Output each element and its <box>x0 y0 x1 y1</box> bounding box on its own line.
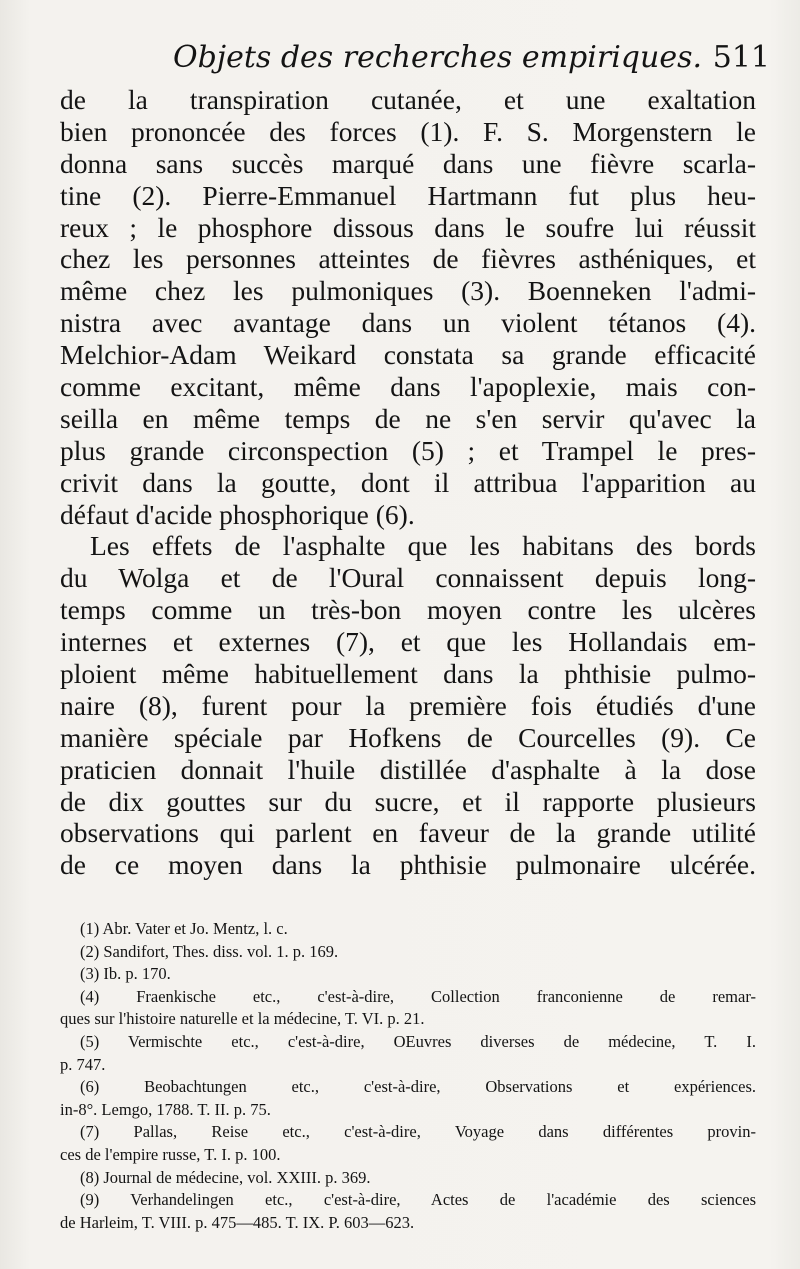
footnote-line: in-8°. Lemgo, 1788. T. II. p. 75. <box>60 1099 271 1119</box>
footnote-line: ques sur l'histoire naturelle et la médecine, T. VI. p. 21. <box>60 1009 425 1029</box>
footnote-line: (6) Beobachtungen etc., c'est-à-dire, Observations et expériences. <box>80 1077 756 1097</box>
text-line: bien prononcée des forces (1). F. S. Morgenstern le <box>60 115 756 147</box>
text-line: tine (2). Pierre-Emmanuel Hartmann fut plus heu- <box>60 179 756 211</box>
text-line: temps comme un très-bon moyen contre les ulcères <box>60 594 756 626</box>
footnote-line: (1) Abr. Vater et Jo. Mentz, l. c. <box>80 919 288 938</box>
text-line: manière spéciale par Hofkens de Courcelles (9). Ce <box>60 721 756 753</box>
text-line: même chez les pulmoniques (3). Boenneken l'admi- <box>60 275 756 307</box>
text-line: comme excitant, même dans l'apoplexie, mais con- <box>60 371 756 403</box>
text-line: donna sans succès marqué dans une fièvre scarla- <box>60 147 756 179</box>
footnote-line: (9) Verhandelingen etc., c'est-à-dire, Actes de l'académie des sciences <box>80 1190 756 1210</box>
text-line: de dix gouttes sur du sucre, et il rapporte plusieurs <box>60 785 756 817</box>
text-line: internes et externes (7), et que les Hollandais em- <box>60 626 756 658</box>
text-line: plus grande circonspection (5) ; et Trampel le pres- <box>60 434 756 466</box>
footnote-line: (3) Ib. p. 170. <box>80 964 171 984</box>
running-title: Objets des recherches empiriques. <box>173 40 702 75</box>
footnote-line: p. 747. <box>60 1054 106 1074</box>
text-line: Melchior-Adam Weikard constata sa grande efficacité <box>60 339 756 371</box>
footnote-line: (7) Pallas, Reise etc., c'est-à-dire, Voyage dans différentes provin- <box>80 1122 756 1142</box>
text-line: praticien donnait l'huile distillée d'asphalte à la dose <box>60 753 756 785</box>
footnotes <box>60 918 756 1234</box>
footnote-line: (4) Fraenkische etc., c'est-à-dire, Collection franconienne de remar- <box>80 986 756 1006</box>
text-line: défaut d'acide phosphorique (6). <box>60 498 415 530</box>
footnote-line: (8) Journal de médecine, vol. XXIII. p. 369. <box>80 1167 371 1187</box>
text-line: seilla en même temps de ne s'en servir qu'avec la <box>60 402 756 434</box>
text-line: chez les personnes atteintes de fièvres asthéniques, et <box>60 243 756 275</box>
text-line: du Wolga et de l'Oural connaissent depuis long- <box>60 562 756 594</box>
text-line: de la transpiration cutanée, et une exaltation <box>60 84 756 115</box>
footnote-line: (5) Vermischte etc., c'est-à-dire, OEuvres diverses de médecine, T. I. <box>80 1031 756 1051</box>
footnote-line: de Harleim, T. VIII. p. 475—485. T. IX. P. 603—623. <box>60 1212 415 1232</box>
text-line: de ce moyen dans la phthisie pulmonaire ulcérée. <box>60 849 756 881</box>
page-number: 511 <box>712 40 770 75</box>
text-line: observations qui parlent en faveur de la grande utilité <box>60 817 756 849</box>
footnote-line: ces de l'empire russe, T. I. p. 100. <box>60 1144 281 1164</box>
text-line: crivit dans la goutte, dont il attribua l'apparition au <box>60 466 756 498</box>
text-line: reux ; le phosphore dissous dans le soufre lui réussit <box>60 211 756 243</box>
text-line: nistra avec avantage dans un violent tétanos (4). <box>60 307 756 339</box>
footnote-line: (2) Sandifort, Thes. diss. vol. 1. p. 169. <box>80 941 339 961</box>
text-line: Les effets de l'asphalte que les habitans des bords <box>90 530 756 562</box>
text-line: naire (8), furent pour la première fois étudiés d'une <box>60 689 756 721</box>
text-line: ploient même habituellement dans la phthisie pulmo- <box>60 658 756 690</box>
page-header <box>60 38 780 82</box>
body-text <box>60 84 756 881</box>
